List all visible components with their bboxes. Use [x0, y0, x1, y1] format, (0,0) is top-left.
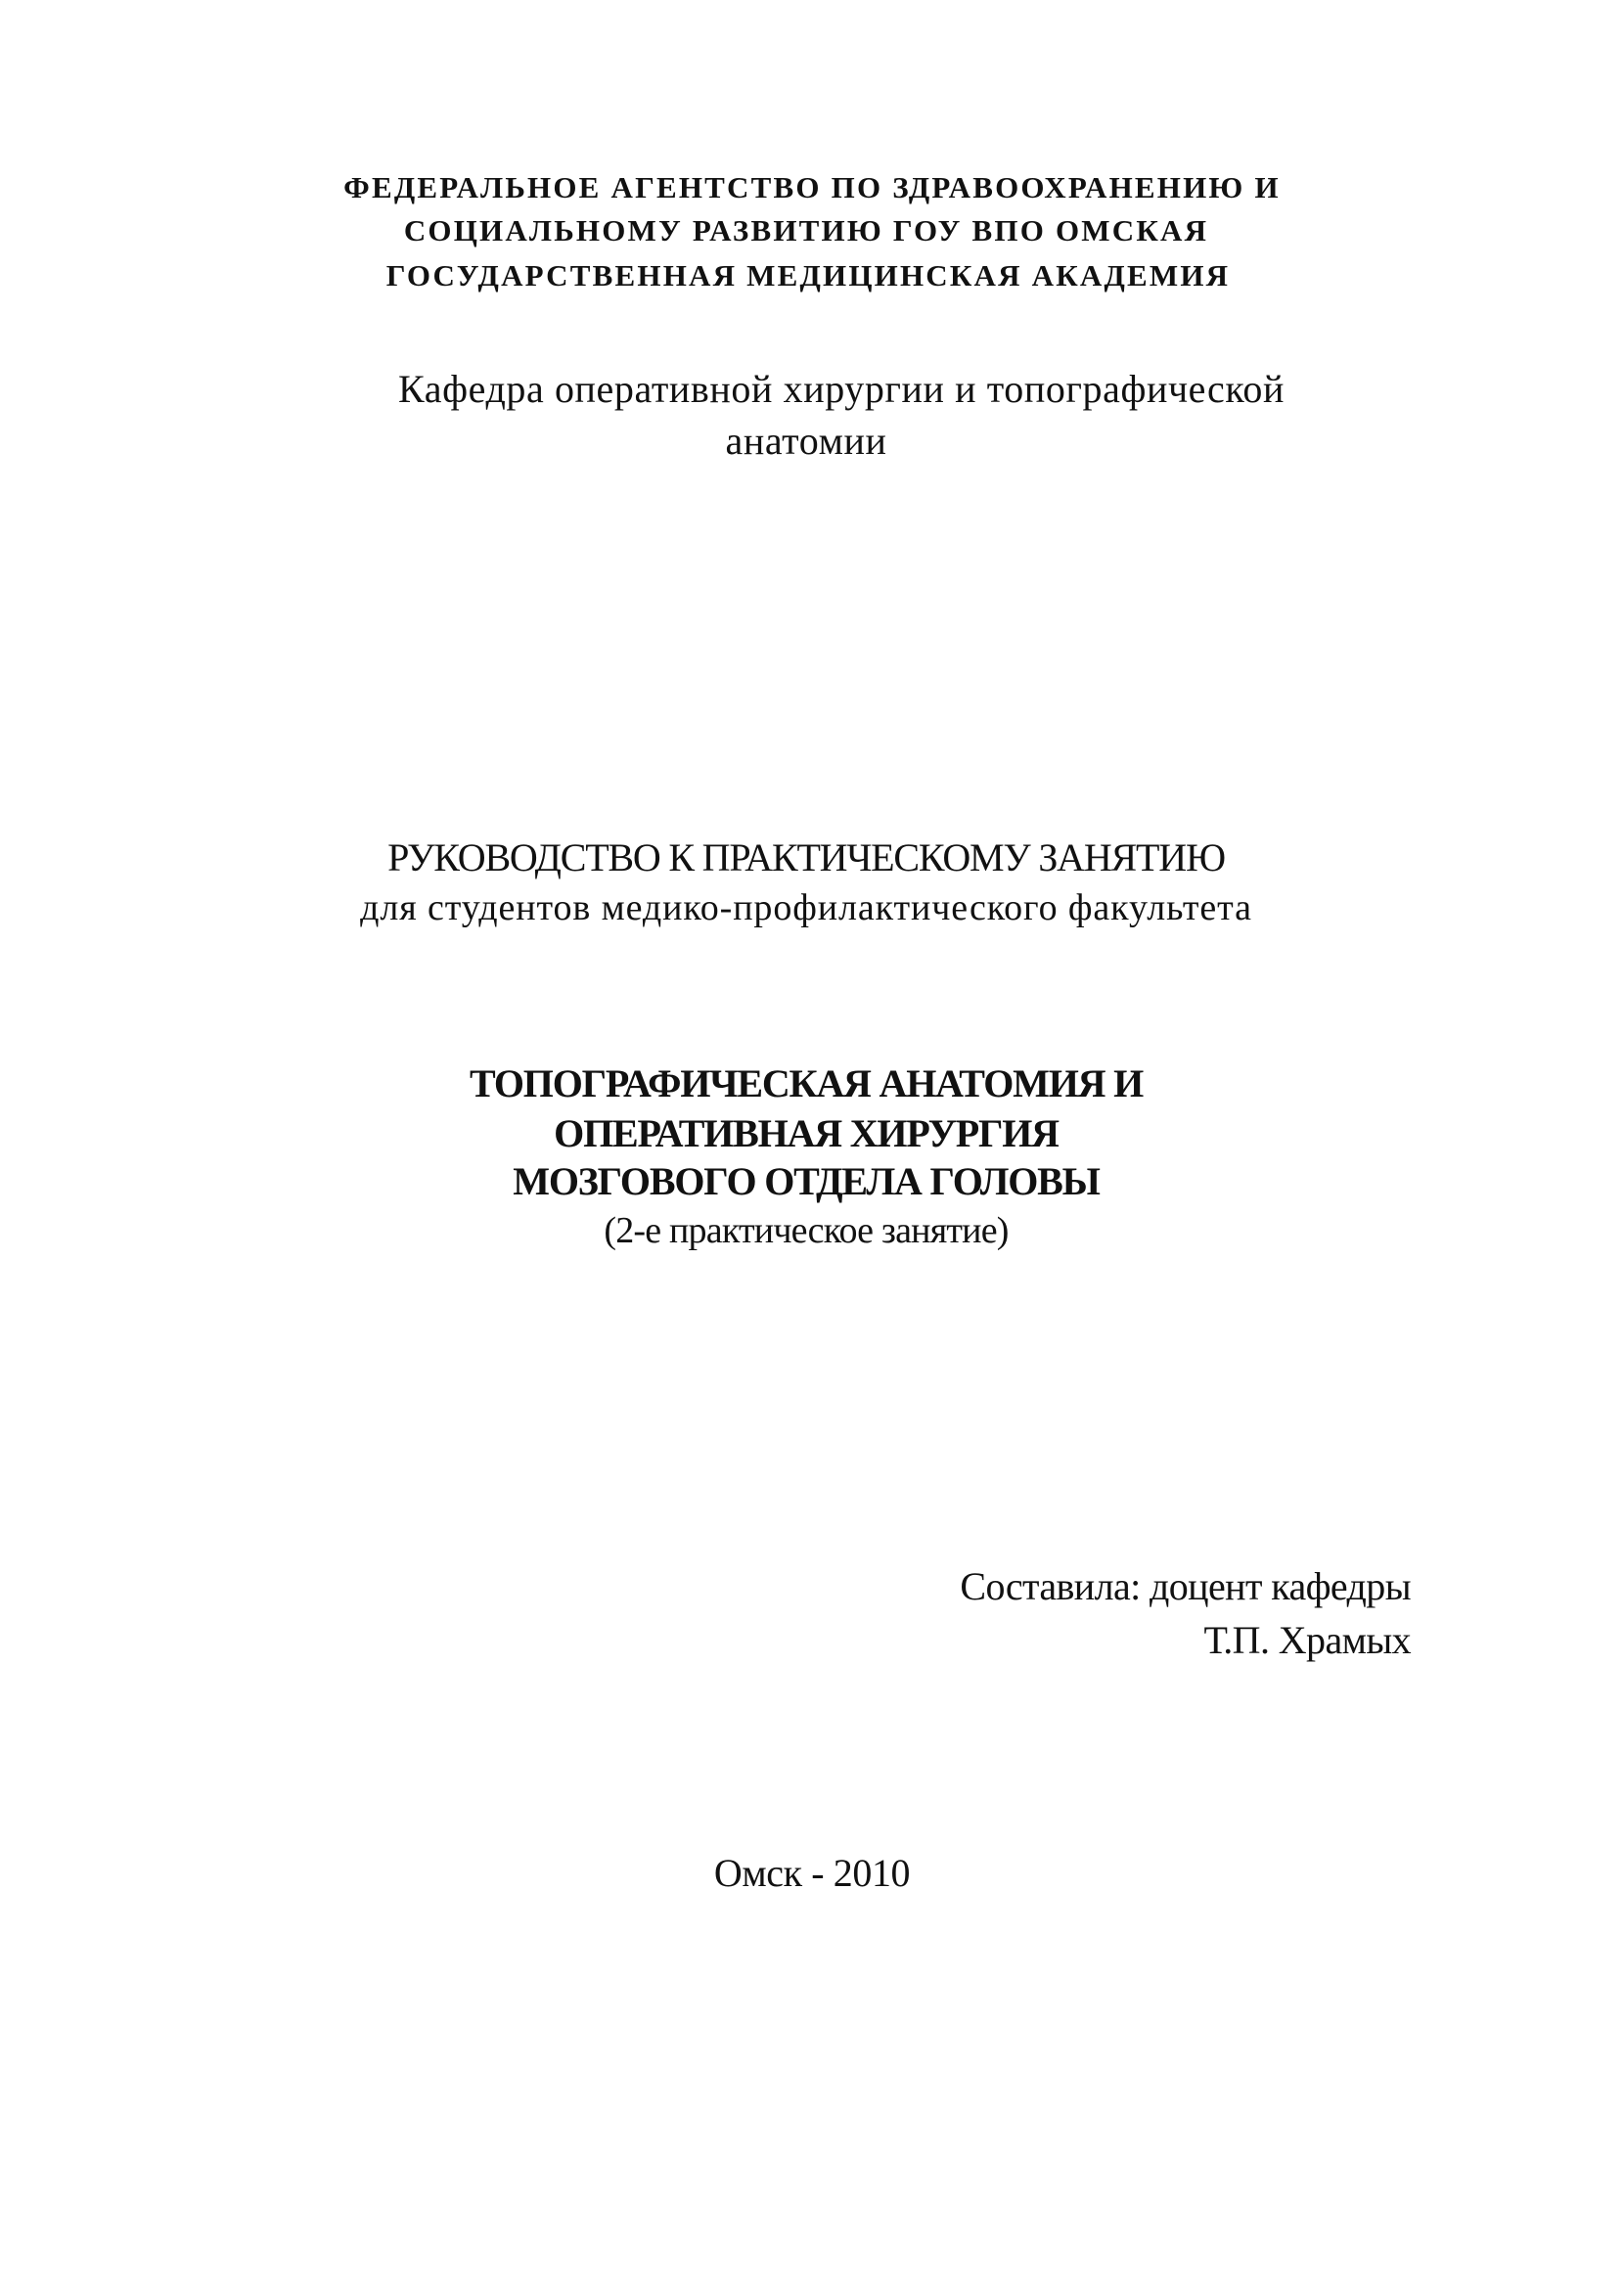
department-line-1: Кафедра оперативной хирургии и топографической — [398, 367, 1285, 411]
document-subtitle: (2-е практическое занятие) — [604, 1210, 1009, 1251]
document-title-line-2: ОПЕРАТИВНАЯ ХИРУРГИЯ — [554, 1111, 1059, 1155]
institution-line-2: СОЦИАЛЬНОМУ РАЗВИТИЮ ГОУ ВПО ОМСКАЯ — [403, 213, 1209, 248]
institution-line-3: ГОСУДАРСТВЕННАЯ МЕДИЦИНСКАЯ АКАДЕМИЯ — [385, 258, 1231, 292]
institution-line-1: ФЕДЕРАЛЬНОЕ АГЕНТСТВО ПО ЗДРАВООХРАНЕНИЮ И — [343, 170, 1281, 204]
document-title-line-3: МОЗГОВОГО ОТДЕЛА ГОЛОВЫ — [513, 1159, 1100, 1203]
author-role: Составила: доцент кафедры — [960, 1564, 1411, 1608]
document-title-line-1: ТОПОГРАФИЧЕСКАЯ АНАТОМИЯ И — [469, 1061, 1144, 1105]
department-line-2: анатомии — [725, 419, 887, 463]
author-name: Т.П. Храмых — [1203, 1618, 1411, 1662]
guide-audience: для студентов медико-профилактического факультета — [360, 887, 1252, 928]
guide-heading: РУКОВОДСТВО К ПРАКТИЧЕСКОМУ ЗАНЯТИЮ — [387, 835, 1225, 879]
place-and-year: Омск - 2010 — [713, 1851, 911, 1895]
